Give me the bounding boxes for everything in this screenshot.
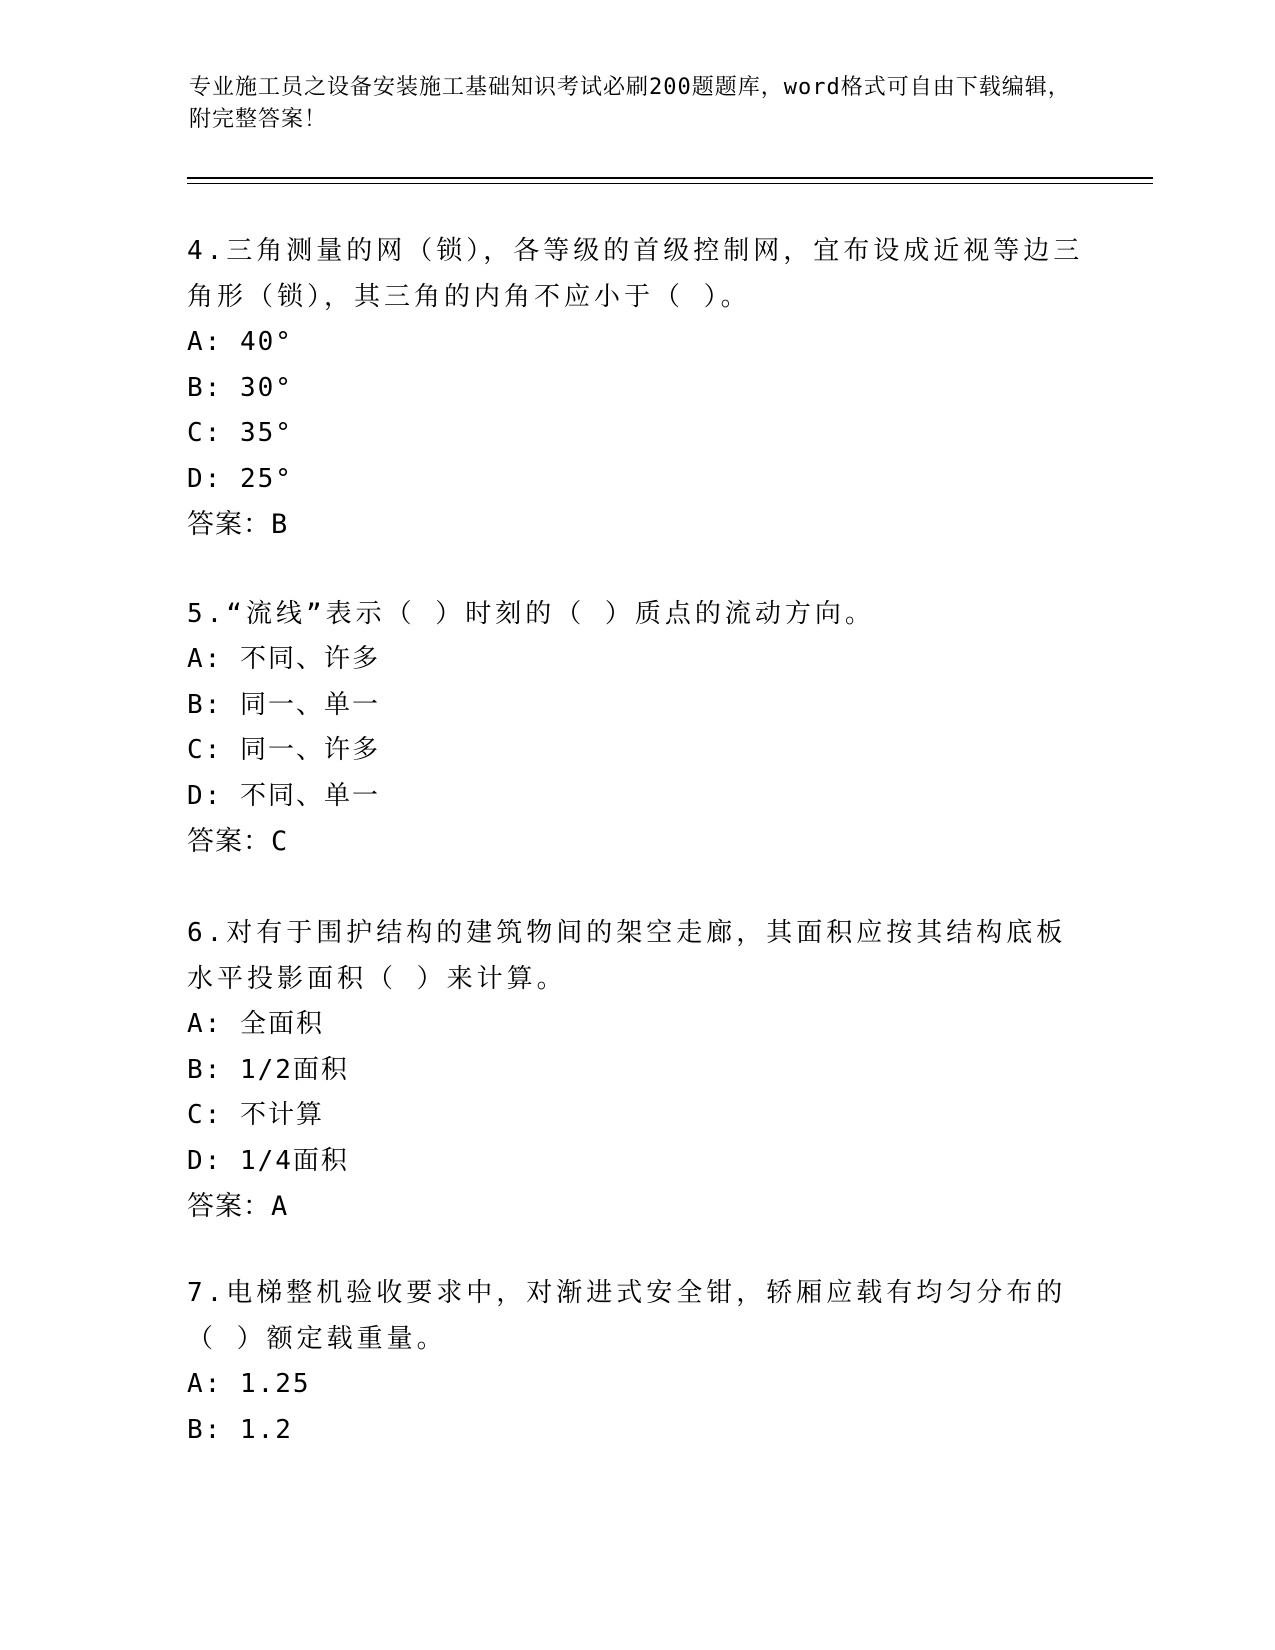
option-b: B: 1.2 [187,1414,293,1445]
question-6 [187,910,1087,1230]
question-stem: 6.对有于围护结构的建筑物间的架空走廊，其面积应按其结构底板水平投影面积（ ）来计算。 [187,918,1067,994]
question-5 [187,591,1087,865]
header-divider-thick [187,177,1153,179]
option-c: C: 不计算 [187,1100,324,1130]
option-c: C: 同一、许多 [187,735,380,765]
question-stem: 7.电梯整机验收要求中，对渐进式安全钳，轿厢应载有均匀分布的（ ）额定载重量。 [187,1278,1067,1354]
header-divider-thin [187,183,1153,184]
option-b: B: 同一、单一 [187,689,380,720]
question-7 [187,1270,1087,1453]
option-d: D: 1/4面积 [187,1145,349,1176]
option-c: C: 35° [187,418,293,448]
document-header: 专业施工员之设备安装施工基础知识考试必刷200题题库，word格式可自由下载编辑，附完整答案！ [189,75,1071,132]
answer: 答案：A [187,1191,289,1222]
question-4 [187,228,1087,548]
question-stem: 4.三角测量的网（锁），各等级的首级控制网，宜布设成近视等边三角形（锁），其三角的内角不应小于（ ）。 [187,236,1084,312]
question-stem: 5.“流线”表示（ ）时刻的（ ）质点的流动方向。 [187,599,875,629]
answer: 答案：B [187,509,289,540]
option-a: A: 40° [187,327,293,357]
option-a: A: 1.25 [187,1369,311,1399]
option-a: A: 全面积 [187,1009,324,1039]
option-d: D: 不同、单一 [187,780,380,811]
option-b: B: 30° [187,372,293,403]
answer: 答案：C [187,826,289,857]
option-d: D: 25° [187,463,293,494]
option-b: B: 1/2面积 [187,1054,349,1085]
option-a: A: 不同、许多 [187,644,380,674]
